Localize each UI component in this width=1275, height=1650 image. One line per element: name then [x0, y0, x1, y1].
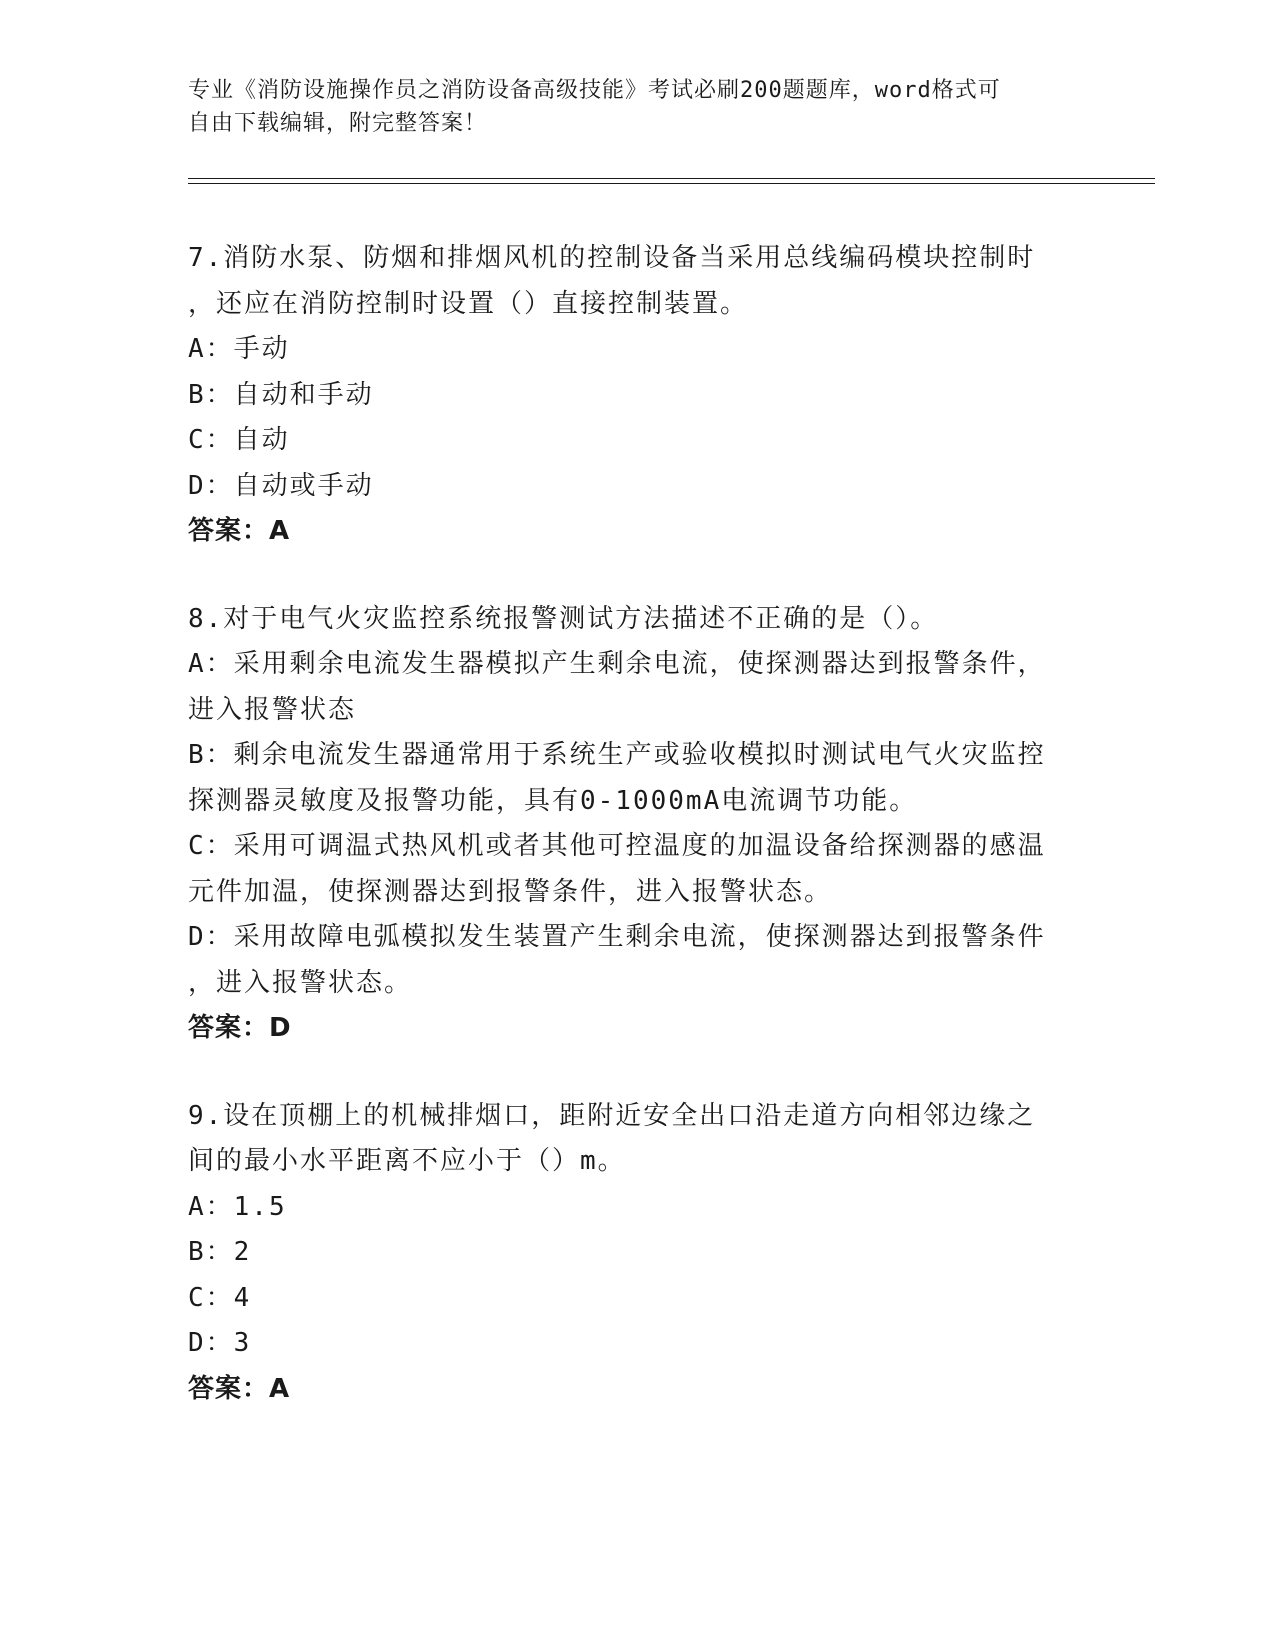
answer-label: 答案：A [188, 516, 291, 546]
header-line: 自由下载编辑，附完整答案！ [188, 111, 488, 136]
option-b: B：2 [188, 1237, 252, 1267]
option-c: C：4 [188, 1282, 252, 1313]
answer-label: 答案：A [188, 1373, 291, 1404]
header-divider [188, 178, 1155, 179]
question-list [188, 236, 1088, 1454]
question-8 [188, 597, 1088, 1052]
option-d-continued: ，进入报警状态。 [188, 967, 413, 998]
option-b: B：自动和手动 [188, 379, 374, 410]
option-a: A：手动 [188, 334, 290, 364]
option-d: D：3 [188, 1328, 252, 1358]
option-a-continued: 进入报警状态 [188, 694, 357, 725]
option-d: D：采用故障电弧模拟发生装置产生剩余电流，使探测器达到报警条件 [188, 922, 1046, 952]
header-divider [188, 183, 1155, 184]
document-header [188, 74, 1088, 140]
question-stem: 间的最小水平距离不应小于（）m。 [188, 1146, 626, 1176]
option-d: D：自动或手动 [188, 470, 374, 501]
question-7 [188, 236, 1088, 555]
question-stem: ，还应在消防控制时设置（）直接控制装置。 [188, 288, 749, 319]
option-a: A：1.5 [188, 1191, 287, 1222]
option-b: B：剩余电流发生器通常用于系统生产或验收模拟时测试电气火灾监控 [188, 740, 1046, 770]
question-9 [188, 1094, 1088, 1413]
option-c: C：采用可调温式热风机或者其他可控温度的加温设备给探测器的感温 [188, 831, 1046, 861]
header-line: 专业《消防设施操作员之消防设备高级技能》考试必刷200题题库，word格式可 [188, 78, 1001, 103]
option-b-continued: 探测器灵敏度及报警功能，具有0-1000mA电流调节功能。 [188, 785, 918, 816]
option-a: A：采用剩余电流发生器模拟产生剩余电流，使探测器达到报警条件， [188, 649, 1046, 679]
answer-label: 答案：D [188, 1013, 292, 1043]
option-c-continued: 元件加温，使探测器达到报警条件，进入报警状态。 [188, 876, 833, 907]
option-c: C：自动 [188, 425, 290, 455]
question-stem: 7.消防水泵、防烟和排烟风机的控制设备当采用总线编码模块控制时 [188, 243, 1036, 273]
question-stem: 9.设在顶棚上的机械排烟口，距附近安全出口沿走道方向相邻边缘之 [188, 1100, 1036, 1131]
question-stem: 8.对于电气火灾监控系统报警测试方法描述不正确的是（）。 [188, 603, 939, 634]
